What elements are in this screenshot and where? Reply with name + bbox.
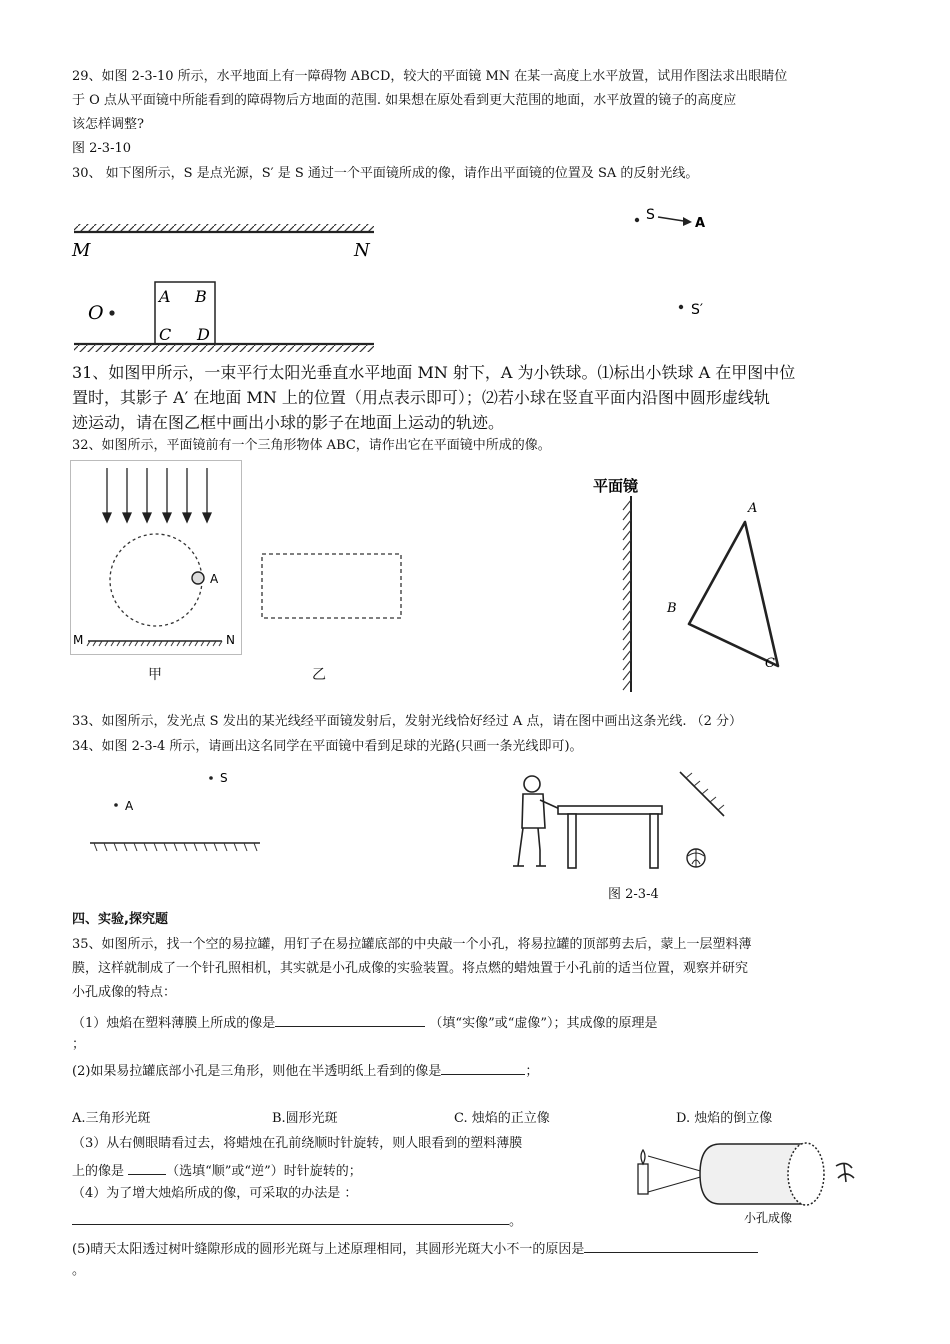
eye-icon	[836, 1163, 854, 1182]
light-ray-bottom	[648, 1176, 704, 1192]
q35-part3-prefix: 上的像是	[72, 1164, 129, 1179]
figure-label-jia: 甲	[148, 667, 162, 683]
q35-option-a: A.三角形光斑	[72, 1111, 151, 1126]
q35-part2-blank[interactable]	[441, 1060, 525, 1075]
eye-point-o	[109, 310, 114, 315]
mirror-hatch	[686, 773, 724, 810]
q35-part2-prefix: (2)如果易拉罐底部小孔是三角形，则他在半透明纸上看到的像是	[72, 1064, 442, 1079]
label-n: N	[226, 633, 235, 647]
q35-part5-blank[interactable]	[584, 1238, 758, 1253]
q35-line3: 小孔成像的特点：	[72, 985, 177, 1000]
light-ray-top	[648, 1156, 704, 1172]
q35-part5-end: 。	[72, 1263, 86, 1278]
figure-label-yi: 乙	[312, 667, 326, 683]
q35-part1-suffix: （填“实像”或“虚像”）；其成像的原理是	[429, 1016, 658, 1031]
q35-line1: 35、如图所示，找一个空的易拉罐，用钉子在易拉罐底部的中央敲一个小孔，将易拉罐的顶部剪去后，蒙上一层塑料薄	[72, 937, 752, 952]
iron-ball-a	[192, 572, 204, 584]
label-mirror: 平面镜	[593, 477, 639, 495]
q31-figure-jia	[70, 460, 242, 660]
triangle-abc	[689, 522, 778, 666]
q35-part3-suffix: （选填“顺”或“逆”）时针旋转的；	[166, 1164, 362, 1179]
q35-line2: 膜，这样就制成了一个针孔照相机，其实就是小孔成像的实验装置。将点燃的蜡烛置于小孔前的适当位置，观察并研究	[72, 961, 749, 976]
label-s: S	[646, 207, 655, 223]
q30-figure	[600, 200, 750, 340]
q35-part3-blank[interactable]	[128, 1160, 166, 1175]
label-a: A	[125, 799, 134, 813]
q31-figure-yi	[260, 552, 404, 622]
q33-figure	[88, 766, 288, 856]
label-m: M	[72, 240, 91, 261]
plastic-film	[788, 1143, 824, 1205]
q35-part4-end: 。	[509, 1214, 523, 1229]
q30-text: 30、 如下图所示，S 是点光源，S′ 是 S 通过一个平面镜所成的像，请作出平面镜的位置及 SA 的反射光线。	[72, 166, 699, 181]
label-o: O	[88, 302, 104, 324]
label-s: S	[220, 771, 228, 785]
point-s-prime	[679, 305, 683, 309]
q35-option-b: B.圆形光斑	[272, 1111, 338, 1126]
label-c: C	[765, 656, 775, 671]
q35-part4-blank[interactable]	[72, 1210, 509, 1225]
q33-text: 33、如图所示，发光点 S 发出的某光线经平面镜发射后，发射光线恰好经过 A 点，请在图中画出这条光线. （2 分）	[72, 714, 743, 729]
q34-text: 34、如图 2-3-4 所示，请画出这名同学在平面镜中看到足球的光路(只画一条光线即可)。	[72, 739, 583, 754]
q32-figure	[585, 470, 795, 700]
q35-part2-end: ；	[525, 1064, 539, 1079]
q35-part4: （4）为了增大烛焰所成的像，可采取的办法是 ：	[72, 1186, 358, 1201]
label-a: A	[159, 287, 171, 306]
mirror-hatch	[623, 500, 631, 690]
table	[558, 806, 662, 868]
section4-title: 四、实验,探究题	[72, 912, 168, 927]
q34-figure-caption: 图 2-3-4	[608, 887, 659, 902]
q35-part3-line2	[72, 1160, 362, 1181]
q35-part2	[72, 1060, 538, 1081]
q31-line1: 31、如图甲所示，一束平行太阳光垂直水平地面 MN 射下，A 为小铁球。⑴标出小铁球 A 在甲图中位	[72, 363, 796, 382]
q29-line1: 29、如图 2-3-10 所示，水平地面上有一障碍物 ABCD，较大的平面镜 MN 在某一高度上水平放置，试用作图法求出眼睛位	[72, 69, 788, 84]
q35-part5-prefix: (5)晴天太阳透过树叶缝隙形成的圆形光斑与上述原理相同，其圆形光斑大小不一的原因是	[72, 1242, 585, 1257]
ground-hatch	[74, 344, 374, 352]
ray-arrowhead	[683, 217, 692, 226]
label-a: A	[748, 501, 758, 516]
label-a: A	[210, 572, 219, 586]
q34-figure	[510, 770, 740, 880]
pinhole-caption: 小孔成像	[744, 1211, 793, 1225]
label-b: B	[667, 601, 677, 616]
q35-part3-line1: （3）从右侧眼睛看过去，将蜡烛在孔前绕顺时针旋转，则人眼看到的塑料薄膜	[72, 1136, 523, 1151]
q35-part5	[72, 1238, 758, 1259]
label-s-prime: S′	[691, 302, 704, 318]
q29-line2: 于 O 点从平面镜中所能看到的障碍物后方地面的范围. 如果想在原处看到更大范围的地面，水平放置的镜子的高度应	[72, 93, 737, 108]
label-d: D	[197, 325, 210, 344]
point-a	[114, 803, 118, 807]
q29-line3: 该怎样调整?	[72, 117, 144, 132]
label-b: B	[195, 287, 207, 306]
q35-option-d: D. 烛焰的倒立像	[676, 1111, 773, 1126]
q35-part4-answer	[72, 1210, 522, 1231]
sunlight-rays	[103, 468, 211, 522]
student-figure	[513, 776, 562, 866]
q35-pinhole-figure	[634, 1134, 884, 1224]
q35-part1-blank[interactable]	[275, 1012, 425, 1027]
candle	[638, 1150, 648, 1194]
point-s	[209, 776, 213, 780]
q31-line3: 迹运动，请在图乙框中画出小球的影子在地面上运动的轨迹。	[72, 413, 505, 432]
mirror-hatch	[74, 224, 374, 232]
q35-part1-end: ；	[72, 1037, 86, 1052]
q29-figure-caption: 图 2-3-10	[72, 141, 132, 156]
label-m: M	[73, 633, 84, 647]
label-c: C	[159, 325, 172, 344]
q29-figure	[70, 218, 380, 358]
point-s	[635, 218, 639, 222]
mirror-hatch	[94, 843, 257, 851]
dashed-frame	[262, 554, 401, 618]
q35-option-c: C. 烛焰的正立像	[454, 1111, 550, 1126]
q32-text: 32、如图所示，平面镜前有一个三角形物体 ABC，请作出它在平面镜中所成的像。	[72, 438, 551, 453]
q35-part1-prefix: （1）烛焰在塑料薄膜上所成的像是	[72, 1016, 276, 1031]
label-n: N	[354, 240, 370, 261]
circular-path	[110, 534, 202, 626]
label-a: A	[695, 216, 706, 231]
q31-line2: 置时，其影子 A′ 在地面 MN 上的位置（用点表示即可）；⑵若小球在竖直平面内沿图中圆形虚线轨	[72, 388, 770, 407]
q35-part1	[72, 1012, 658, 1033]
